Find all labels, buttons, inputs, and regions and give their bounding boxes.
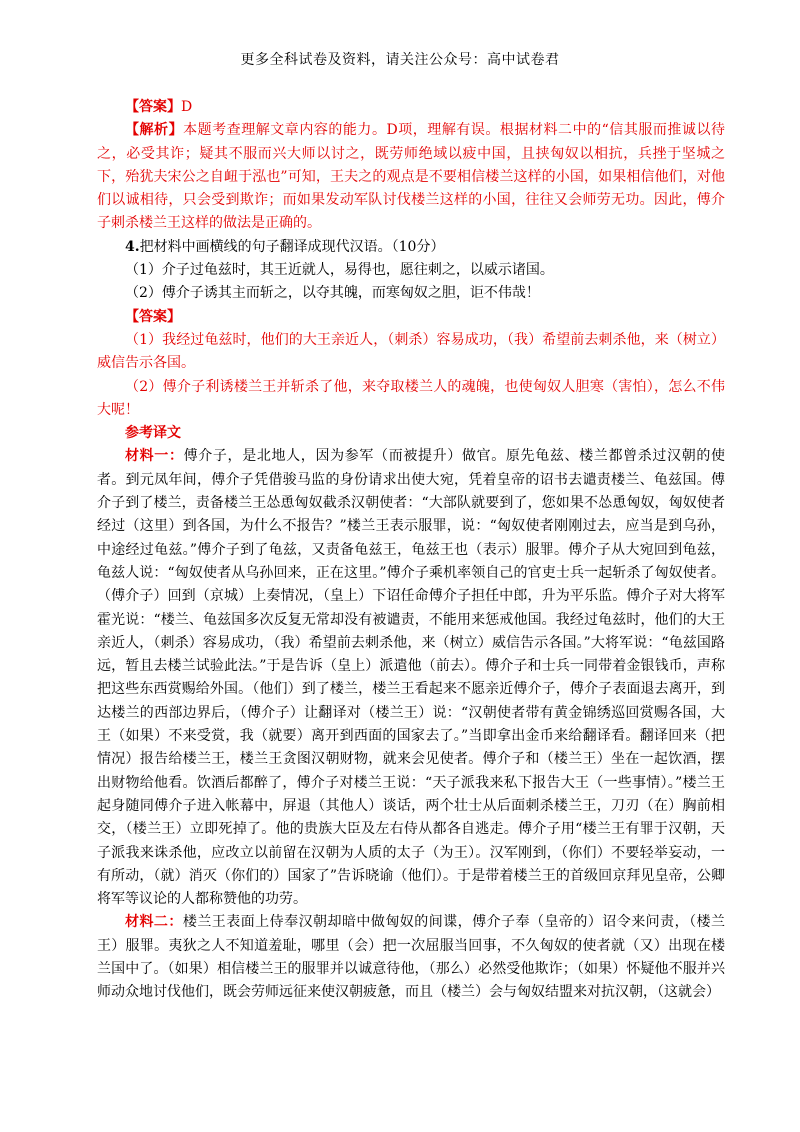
page-header: 更多全科试卷及资料，请关注公众号：高中试卷君 [240,52,560,68]
document-body [97,96,725,1005]
answer-value: D [181,99,193,115]
question-4-item-2: （2）傅介子诱其主而斩之，以夺其魄，而寒匈奴之胆，讵不伟哉！ [125,285,540,302]
answer-label: 【答案】 [125,99,181,115]
material-2-label: 材料二： [125,914,183,931]
material-1-text: 傅介子，是北地人，因为参军（而被提升）做官。原先龟兹、楼兰都曾杀过汉朝的使者。到元凤年间，傅介子凭借骏马监的身份请求出使大宛，凭着皇帝的诏书去谴责楼兰、龟兹国。傅介子到了楼兰，责备楼兰王怂恿匈奴截杀汉朝使者：“大部队就要到了，您如果不怂恿匈奴，匈奴使者经过（这里）到各国，为什么不报告？”楼兰王表示服罪，说：“匈奴使者刚刚过去，应当是到乌孙，中途经过龟兹。”傅介子到了龟兹，又责备龟兹王，龟兹王也（表示）服罪。傅介子从大宛回到龟兹，龟兹人说：“匈奴使者从乌孙回来，正在这里。”傅介子乘机率领自己的官吏士兵一起斩杀了匈奴使者。（傅介子）回到（京城）上奏情况，（皇上）下诏任命傅介子担任中郎，升为平乐监。傅介子对大将军霍光说：“楼兰、龟兹国多次反复无常却没有被谴责，不能用来惩戒他国。我经过龟兹时，他们的大王亲近人，（刺杀）容易成功，（我）希望前去刺杀他，来（树立）威信告示各国。”大将军说：“龟兹国路远，暂且去楼兰试验此法。”于是告诉（皇上）派遣他（前去）。傅介子和士兵一同带着金银钱币，声称把这些东西赏赐给外国。（他们）到了楼兰，楼兰王看起来不愿亲近傅介子，傅介子表面退去离开，到达楼兰的西部边界后，（傅介子）让翻译对（楼兰王）说：“汉朝使者带有黄金锦绣巡回赏赐各国，大王（如果）不来受赏，我（就要）离开到西面的国家去了。”当即拿出金币来给翻译看。翻译回来（把情况）报告给楼兰王，楼兰王贪图汉朝财物，就来会见使者。傅介子和（楼兰王）坐在一起饮酒，摆出财物给他看。饮酒后都醉了，傅介子对楼兰王说：“天子派我来私下报告大王（一些事情）。”楼兰王起身随同傅介子进入帐幕中，屏退（其他人）谈话，两个壮士从后面刺杀楼兰王，刀刃（在）胸前相交，（楼兰王）立即死掉了。他的贵族大臣及左右侍从都各自逃走。傅介子用“楼兰王有罪于汉朝，天子派我来诛杀他，应改立以前留在汉朝为人质的太子（为王）。汉军刚到，（你们）不要轻举妄动，一有所动，（就）消灭（你们的）国家了”告诉晓谕（他们）。于是带着楼兰王的首级回京拜见皇帝，公卿将军等议论的人都称赞他的功劳。 [97,448,726,908]
answer-2-item-1: （1）我经过龟兹时，他们的大王亲近人，（刺杀）容易成功，（我）希望前去刺杀他，来（树立）威信告示各国。 [97,331,725,372]
question-text: 把材料中画横线的句子翻译成现代汉语。（10分） [139,238,445,255]
material-1-paragraph [97,445,725,911]
question-4 [97,236,725,259]
answer-2-label: 【答案】 [125,308,181,325]
analysis-paragraph [97,119,725,235]
analysis-label: 【解析】 [125,122,184,139]
answer-2-item-2: （2）傅介子利诱楼兰王并斩杀了他，来夺取楼兰人的魂魄，也使匈奴人胆寒（害怕），怎么不伟大呢！ [97,378,725,418]
material-2-paragraph [97,911,725,1004]
material-2-text: 楼兰王表面上侍奉汉朝却暗中做匈奴的间谍，傅介子奉（皇帝的）诏令来问责，（楼兰王）服罪。夷狄之人不知道羞耻，哪里（会）把一次屈服当回事，不久匈奴的使者就（又）出现在楼兰国中了。（如果）相信楼兰王的服罪并以诚意待他，（那么）必然受他欺诈；（如果）怀疑他不服并兴师动众地讨伐他们，既会劳师远征来使汉朝疲惫，而且（楼兰）会与匈奴结盟来对抗汉朝，（这就会） [97,914,726,1001]
question-number: 4. [125,238,140,255]
answer-1 [97,96,725,119]
question-4-item-1: （1）介子过龟兹时，其王近就人，易得也，愿往刺之，以威示诸国。 [125,262,554,279]
analysis-text: 本题考查理解文章内容的能力。D项，理解有误。根据材料二中的“信其服而推诚以待之，必受其诈；疑其不服而兴大师以讨之，既劳师绝域以疲中国，且挟匈奴以相抗，兵挫于坚城之下，殆犹夫宋公之自衄于泓也”可知，王夫之的观点是不要相信楼兰这样的小国，如果相信他们，对他们以诚相待，只会受到欺诈；而如果发动军队讨伐楼兰这样的小国，往往又会师劳无功。因此，傅介子刺杀楼兰王这样的做法是正确的。 [97,122,725,232]
material-1-label: 材料一： [125,448,184,465]
translation-title: 参考译文 [125,425,181,442]
